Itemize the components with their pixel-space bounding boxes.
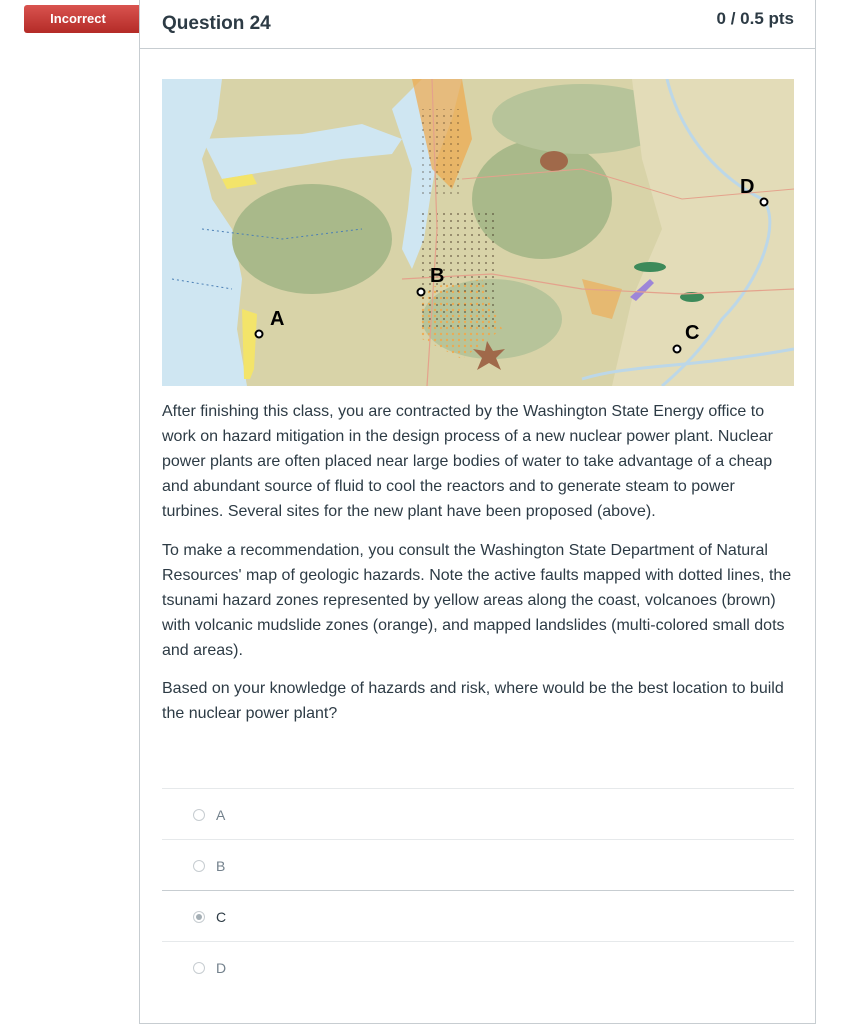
answer-label-d: D [216,960,227,976]
site-a-label: A [270,308,285,330]
question-header [140,0,815,49]
answer-option-b[interactable] [162,839,794,890]
answer-option-c[interactable] [162,890,794,941]
site-a-marker [256,331,263,338]
answer-option-a[interactable] [162,788,794,839]
answer-option-d[interactable] [162,941,794,992]
answer-radio-d[interactable] [193,962,205,974]
question-paragraph-2: To make a recommendation, you consult the Washington State Department of Natural Resources' map of geologic hazards. Note the active faults mapped with dotted lines, the tsunami hazard zones represented by yellow areas along the coast, volcanoes (brown) with volcanic mudslide zones (orange), and mapped landslides (multi-colored small dots and areas). [162,542,792,659]
hazard-map-image [162,79,794,386]
answer-label-b: B [216,858,226,874]
site-b-label: B [430,265,445,287]
question-card [139,0,816,1024]
answer-radio-c[interactable] [193,911,205,923]
question-title: Question 24 [162,13,271,34]
question-paragraph-1: After finishing this class, you are contracted by the Washington State Energy office to work on hazard mitigation in the design process of a new nuclear power plant. Nuclear power plants are often placed near large bodies of water to take advantage of a cheap and abundant source of fluid to cool the reactors and to generate steam to power turbines. Several sites for the new plant have been proposed (above). [162,403,773,520]
incorrect-flag: Incorrect [24,5,144,33]
answer-radio-a[interactable] [193,809,205,821]
site-c-label: C [685,322,700,344]
question-prompt: Based on your knowledge of hazards and risk, where would be the best location to build the nuclear power plant? [162,680,784,722]
site-b-marker [418,289,425,296]
answer-label-a: A [216,807,226,823]
answer-label-c: C [216,909,227,925]
site-c-marker [674,346,681,353]
site-d-marker [761,199,768,206]
answer-list [162,788,794,992]
answer-radio-b[interactable] [193,860,205,872]
question-points: 0 / 0.5 pts [716,9,794,28]
site-d-label: D [740,176,755,198]
